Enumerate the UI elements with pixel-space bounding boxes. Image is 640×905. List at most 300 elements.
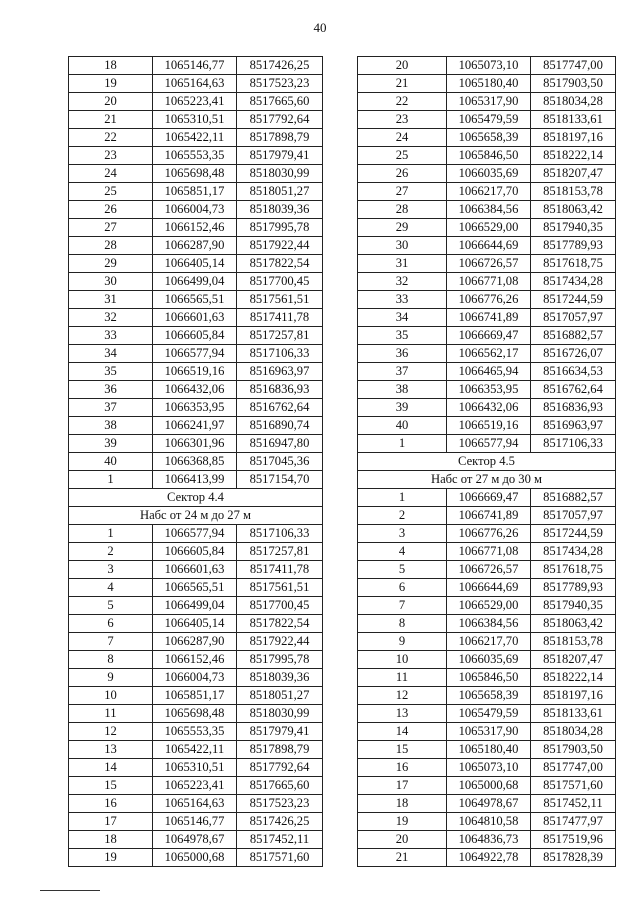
point-number: 25 xyxy=(358,147,447,165)
table-row xyxy=(69,111,323,129)
x-coordinate: 1066353,95 xyxy=(153,399,237,417)
page-number: 40 xyxy=(313,20,327,35)
table-row xyxy=(358,651,616,669)
y-coordinate: 8518197,16 xyxy=(531,687,616,705)
y-coordinate: 8517979,41 xyxy=(237,723,323,741)
table-row xyxy=(69,57,323,75)
x-coordinate: 1066301,96 xyxy=(153,435,237,453)
table-row xyxy=(358,597,616,615)
x-coordinate: 1066465,94 xyxy=(447,363,531,381)
y-coordinate: 8517571,60 xyxy=(237,849,323,867)
point-number: 24 xyxy=(358,129,447,147)
table-row xyxy=(69,561,323,579)
y-coordinate: 8517903,50 xyxy=(531,75,616,93)
point-number: 28 xyxy=(69,237,153,255)
point-number: 20 xyxy=(358,57,447,75)
point-number: 4 xyxy=(358,543,447,561)
y-coordinate: 8517995,78 xyxy=(237,219,323,237)
x-coordinate: 1066004,73 xyxy=(153,201,237,219)
y-coordinate: 8517822,54 xyxy=(237,255,323,273)
x-coordinate: 1066577,94 xyxy=(153,345,237,363)
y-coordinate: 8517922,44 xyxy=(237,237,323,255)
point-number: 38 xyxy=(358,381,447,399)
table-row xyxy=(69,543,323,561)
x-coordinate: 1066605,84 xyxy=(153,327,237,345)
point-number: 11 xyxy=(69,705,153,723)
point-number: 33 xyxy=(69,327,153,345)
table-row xyxy=(358,417,616,435)
table-row xyxy=(358,237,616,255)
y-coordinate: 8517618,75 xyxy=(531,561,616,579)
x-coordinate: 1066217,70 xyxy=(447,183,531,201)
x-coordinate: 1064836,73 xyxy=(447,831,531,849)
x-coordinate: 1064922,78 xyxy=(447,849,531,867)
table-row xyxy=(69,777,323,795)
y-coordinate: 8517257,81 xyxy=(237,327,323,345)
x-coordinate: 1066004,73 xyxy=(153,669,237,687)
y-coordinate: 8516726,07 xyxy=(531,345,616,363)
point-number: 20 xyxy=(69,93,153,111)
x-coordinate: 1066726,57 xyxy=(447,255,531,273)
section-header-row xyxy=(69,489,323,507)
y-coordinate: 8517898,79 xyxy=(237,129,323,147)
point-number: 34 xyxy=(358,309,447,327)
x-coordinate: 1065553,35 xyxy=(153,147,237,165)
y-coordinate: 8517700,45 xyxy=(237,273,323,291)
x-coordinate: 1064978,67 xyxy=(447,795,531,813)
point-number: 35 xyxy=(358,327,447,345)
x-coordinate: 1066432,06 xyxy=(447,399,531,417)
x-coordinate: 1065698,48 xyxy=(153,165,237,183)
table-row xyxy=(69,525,323,543)
y-coordinate: 8518039,36 xyxy=(237,669,323,687)
x-coordinate: 1066644,69 xyxy=(447,579,531,597)
y-coordinate: 8516836,93 xyxy=(531,399,616,417)
section-header-row xyxy=(358,453,616,471)
x-coordinate: 1066577,94 xyxy=(153,525,237,543)
table-row xyxy=(69,309,323,327)
point-number: 18 xyxy=(69,57,153,75)
x-coordinate: 1066353,95 xyxy=(447,381,531,399)
table-row xyxy=(69,453,323,471)
point-number: 4 xyxy=(69,579,153,597)
point-number: 32 xyxy=(69,309,153,327)
table-row xyxy=(69,165,323,183)
point-number: 38 xyxy=(69,417,153,435)
table-row xyxy=(69,399,323,417)
x-coordinate: 1065422,11 xyxy=(153,741,237,759)
x-coordinate: 1065000,68 xyxy=(153,849,237,867)
y-coordinate: 8517561,51 xyxy=(237,579,323,597)
y-coordinate: 8516762,64 xyxy=(237,399,323,417)
point-number: 2 xyxy=(69,543,153,561)
x-coordinate: 1066605,84 xyxy=(153,543,237,561)
y-coordinate: 8517523,23 xyxy=(237,795,323,813)
table-row xyxy=(69,363,323,381)
y-coordinate: 8517426,25 xyxy=(237,813,323,831)
y-coordinate: 8516963,97 xyxy=(237,363,323,381)
point-number: 1 xyxy=(69,525,153,543)
table-row xyxy=(69,471,323,489)
point-number: 40 xyxy=(358,417,447,435)
table-row xyxy=(358,795,616,813)
y-coordinate: 8517792,64 xyxy=(237,759,323,777)
x-coordinate: 1066368,85 xyxy=(153,453,237,471)
point-number: 2 xyxy=(358,507,447,525)
table-row xyxy=(69,849,323,867)
point-number: 18 xyxy=(69,831,153,849)
table-row xyxy=(358,705,616,723)
x-coordinate: 1066413,99 xyxy=(153,471,237,489)
x-coordinate: 1066741,89 xyxy=(447,309,531,327)
table-row xyxy=(69,291,323,309)
y-coordinate: 8517940,35 xyxy=(531,597,616,615)
x-coordinate: 1066771,08 xyxy=(447,543,531,561)
y-coordinate: 8517523,23 xyxy=(237,75,323,93)
point-number: 17 xyxy=(69,813,153,831)
table-row xyxy=(358,669,616,687)
table-row xyxy=(358,741,616,759)
table-row xyxy=(358,435,616,453)
table-row xyxy=(69,255,323,273)
x-coordinate: 1066384,56 xyxy=(447,615,531,633)
table-row xyxy=(358,309,616,327)
section-header-row xyxy=(69,507,323,525)
x-coordinate: 1065310,51 xyxy=(153,759,237,777)
point-number: 14 xyxy=(358,723,447,741)
x-coordinate: 1065479,59 xyxy=(447,111,531,129)
table-row xyxy=(358,165,616,183)
y-coordinate: 8518133,61 xyxy=(531,705,616,723)
y-coordinate: 8517477,97 xyxy=(531,813,616,831)
table-row xyxy=(358,111,616,129)
y-coordinate: 8517995,78 xyxy=(237,651,323,669)
table-row xyxy=(69,219,323,237)
x-coordinate: 1066601,63 xyxy=(153,309,237,327)
x-coordinate: 1066499,04 xyxy=(153,597,237,615)
y-coordinate: 8517106,33 xyxy=(237,345,323,363)
y-coordinate: 8518207,47 xyxy=(531,165,616,183)
table-row xyxy=(69,633,323,651)
point-number: 25 xyxy=(69,183,153,201)
x-coordinate: 1066741,89 xyxy=(447,507,531,525)
y-coordinate: 8518222,14 xyxy=(531,147,616,165)
x-coordinate: 1065164,63 xyxy=(153,795,237,813)
section-header-row xyxy=(358,471,616,489)
point-number: 24 xyxy=(69,165,153,183)
x-coordinate: 1066217,70 xyxy=(447,633,531,651)
x-coordinate: 1065146,77 xyxy=(153,57,237,75)
point-number: 37 xyxy=(69,399,153,417)
point-number: 40 xyxy=(69,453,153,471)
x-coordinate: 1065422,11 xyxy=(153,129,237,147)
y-coordinate: 8517257,81 xyxy=(237,543,323,561)
table-row xyxy=(69,75,323,93)
y-coordinate: 8517045,36 xyxy=(237,453,323,471)
table-row xyxy=(358,813,616,831)
point-number: 19 xyxy=(69,75,153,93)
x-coordinate: 1066565,51 xyxy=(153,291,237,309)
point-number: 1 xyxy=(69,471,153,489)
y-coordinate: 8516890,74 xyxy=(237,417,323,435)
point-number: 16 xyxy=(69,795,153,813)
y-coordinate: 8518153,78 xyxy=(531,183,616,201)
table-row xyxy=(69,93,323,111)
y-coordinate: 8517922,44 xyxy=(237,633,323,651)
x-coordinate: 1065317,90 xyxy=(447,93,531,111)
point-number: 31 xyxy=(69,291,153,309)
y-coordinate: 8517561,51 xyxy=(237,291,323,309)
y-coordinate: 8517789,93 xyxy=(531,579,616,597)
table-row xyxy=(69,327,323,345)
y-coordinate: 8517665,60 xyxy=(237,777,323,795)
section-header: Сектор 4.5 xyxy=(358,453,616,471)
table-row xyxy=(69,273,323,291)
point-number: 20 xyxy=(358,831,447,849)
y-coordinate: 8518063,42 xyxy=(531,615,616,633)
y-coordinate: 8517452,11 xyxy=(531,795,616,813)
x-coordinate: 1065317,90 xyxy=(447,723,531,741)
table-row xyxy=(358,327,616,345)
table-row xyxy=(358,831,616,849)
point-number: 21 xyxy=(358,75,447,93)
point-number: 10 xyxy=(358,651,447,669)
y-coordinate: 8517792,64 xyxy=(237,111,323,129)
point-number: 3 xyxy=(358,525,447,543)
x-coordinate: 1065698,48 xyxy=(153,705,237,723)
table-row xyxy=(69,831,323,849)
point-number: 8 xyxy=(69,651,153,669)
point-number: 13 xyxy=(69,741,153,759)
x-coordinate: 1065851,17 xyxy=(153,687,237,705)
point-number: 30 xyxy=(69,273,153,291)
y-coordinate: 8516882,57 xyxy=(531,489,616,507)
table-row xyxy=(69,795,323,813)
point-number: 21 xyxy=(358,849,447,867)
point-number: 29 xyxy=(358,219,447,237)
point-number: 1 xyxy=(358,435,447,453)
point-number: 16 xyxy=(358,759,447,777)
x-coordinate: 1066562,17 xyxy=(447,345,531,363)
point-number: 12 xyxy=(69,723,153,741)
point-number: 18 xyxy=(358,795,447,813)
y-coordinate: 8517244,59 xyxy=(531,291,616,309)
x-coordinate: 1066432,06 xyxy=(153,381,237,399)
x-coordinate: 1065146,77 xyxy=(153,813,237,831)
x-coordinate: 1066644,69 xyxy=(447,237,531,255)
x-coordinate: 1065851,17 xyxy=(153,183,237,201)
point-number: 39 xyxy=(69,435,153,453)
table-row xyxy=(69,597,323,615)
table-row xyxy=(358,615,616,633)
x-coordinate: 1066565,51 xyxy=(153,579,237,597)
y-coordinate: 8518207,47 xyxy=(531,651,616,669)
x-coordinate: 1066776,26 xyxy=(447,291,531,309)
table-row xyxy=(69,651,323,669)
table-row xyxy=(358,273,616,291)
table-row xyxy=(69,705,323,723)
x-coordinate: 1065180,40 xyxy=(447,75,531,93)
y-coordinate: 8517789,93 xyxy=(531,237,616,255)
table-row xyxy=(358,525,616,543)
point-number: 33 xyxy=(358,291,447,309)
point-number: 21 xyxy=(69,111,153,129)
point-number: 7 xyxy=(69,633,153,651)
coordinates-table-right xyxy=(357,56,616,867)
point-number: 9 xyxy=(69,669,153,687)
table-row xyxy=(358,255,616,273)
x-coordinate: 1066152,46 xyxy=(153,651,237,669)
table-row xyxy=(358,129,616,147)
point-number: 26 xyxy=(69,201,153,219)
point-number: 6 xyxy=(358,579,447,597)
x-coordinate: 1066577,94 xyxy=(447,435,531,453)
table-row xyxy=(358,561,616,579)
x-coordinate: 1064810,58 xyxy=(447,813,531,831)
point-number: 1 xyxy=(358,489,447,507)
point-number: 26 xyxy=(358,165,447,183)
point-number: 8 xyxy=(358,615,447,633)
x-coordinate: 1065846,50 xyxy=(447,669,531,687)
table-row xyxy=(358,183,616,201)
y-coordinate: 8517057,97 xyxy=(531,309,616,327)
table-row xyxy=(69,723,323,741)
table-row xyxy=(358,147,616,165)
y-coordinate: 8517426,25 xyxy=(237,57,323,75)
y-coordinate: 8516634,53 xyxy=(531,363,616,381)
x-coordinate: 1066771,08 xyxy=(447,273,531,291)
table-row xyxy=(69,813,323,831)
x-coordinate: 1065223,41 xyxy=(153,777,237,795)
table-row xyxy=(358,507,616,525)
table-row xyxy=(358,381,616,399)
point-number: 23 xyxy=(358,111,447,129)
y-coordinate: 8517411,78 xyxy=(237,561,323,579)
point-number: 22 xyxy=(69,129,153,147)
y-coordinate: 8518197,16 xyxy=(531,129,616,147)
x-coordinate: 1065846,50 xyxy=(447,147,531,165)
footnote-divider xyxy=(40,890,100,891)
point-number: 19 xyxy=(69,849,153,867)
x-coordinate: 1066035,69 xyxy=(447,651,531,669)
y-coordinate: 8517940,35 xyxy=(531,219,616,237)
y-coordinate: 8517571,60 xyxy=(531,777,616,795)
point-number: 19 xyxy=(358,813,447,831)
y-coordinate: 8517434,28 xyxy=(531,543,616,561)
x-coordinate: 1065073,10 xyxy=(447,759,531,777)
x-coordinate: 1065658,39 xyxy=(447,129,531,147)
y-coordinate: 8517106,33 xyxy=(237,525,323,543)
y-coordinate: 8517665,60 xyxy=(237,93,323,111)
y-coordinate: 8517828,39 xyxy=(531,849,616,867)
y-coordinate: 8517154,70 xyxy=(237,471,323,489)
table-row xyxy=(358,579,616,597)
y-coordinate: 8517452,11 xyxy=(237,831,323,849)
y-coordinate: 8517411,78 xyxy=(237,309,323,327)
x-coordinate: 1066152,46 xyxy=(153,219,237,237)
x-coordinate: 1065658,39 xyxy=(447,687,531,705)
x-coordinate: 1065553,35 xyxy=(153,723,237,741)
x-coordinate: 1066776,26 xyxy=(447,525,531,543)
y-coordinate: 8517903,50 xyxy=(531,741,616,759)
point-number: 36 xyxy=(358,345,447,363)
x-coordinate: 1066529,00 xyxy=(447,219,531,237)
point-number: 35 xyxy=(69,363,153,381)
point-number: 22 xyxy=(358,93,447,111)
point-number: 32 xyxy=(358,273,447,291)
y-coordinate: 8517106,33 xyxy=(531,435,616,453)
point-number: 9 xyxy=(358,633,447,651)
table-row xyxy=(69,759,323,777)
table-row xyxy=(69,417,323,435)
y-coordinate: 8517519,96 xyxy=(531,831,616,849)
x-coordinate: 1066669,47 xyxy=(447,489,531,507)
y-coordinate: 8517057,97 xyxy=(531,507,616,525)
point-number: 15 xyxy=(358,741,447,759)
y-coordinate: 8518034,28 xyxy=(531,93,616,111)
y-coordinate: 8518051,27 xyxy=(237,687,323,705)
x-coordinate: 1066035,69 xyxy=(447,165,531,183)
point-number: 10 xyxy=(69,687,153,705)
x-coordinate: 1066405,14 xyxy=(153,255,237,273)
y-coordinate: 8517618,75 xyxy=(531,255,616,273)
table-row xyxy=(358,489,616,507)
table-row xyxy=(69,615,323,633)
y-coordinate: 8518039,36 xyxy=(237,201,323,219)
table-row xyxy=(358,687,616,705)
point-number: 28 xyxy=(358,201,447,219)
table-row xyxy=(69,345,323,363)
point-number: 39 xyxy=(358,399,447,417)
section-header: Набс от 24 м до 27 м xyxy=(69,507,323,525)
table-row xyxy=(358,345,616,363)
point-number: 17 xyxy=(358,777,447,795)
x-coordinate: 1065000,68 xyxy=(447,777,531,795)
section-header: Сектор 4.4 xyxy=(69,489,323,507)
y-coordinate: 8516963,97 xyxy=(531,417,616,435)
point-number: 23 xyxy=(69,147,153,165)
point-number: 30 xyxy=(358,237,447,255)
coordinates-table-left xyxy=(68,56,323,867)
point-number: 31 xyxy=(358,255,447,273)
y-coordinate: 8516762,64 xyxy=(531,381,616,399)
point-number: 11 xyxy=(358,669,447,687)
table-row xyxy=(358,201,616,219)
y-coordinate: 8518051,27 xyxy=(237,183,323,201)
point-number: 3 xyxy=(69,561,153,579)
table-row xyxy=(358,75,616,93)
x-coordinate: 1066519,16 xyxy=(153,363,237,381)
point-number: 6 xyxy=(69,615,153,633)
table-row xyxy=(358,57,616,75)
table-row xyxy=(358,759,616,777)
table-row xyxy=(69,147,323,165)
y-coordinate: 8517747,00 xyxy=(531,759,616,777)
x-coordinate: 1065479,59 xyxy=(447,705,531,723)
y-coordinate: 8517700,45 xyxy=(237,597,323,615)
table-row xyxy=(358,723,616,741)
y-coordinate: 8517979,41 xyxy=(237,147,323,165)
table-row xyxy=(69,741,323,759)
x-coordinate: 1066601,63 xyxy=(153,561,237,579)
table-row xyxy=(69,669,323,687)
y-coordinate: 8518133,61 xyxy=(531,111,616,129)
y-coordinate: 8517244,59 xyxy=(531,525,616,543)
table-row xyxy=(69,381,323,399)
point-number: 12 xyxy=(358,687,447,705)
table-row xyxy=(358,543,616,561)
section-header: Набс от 27 м до 30 м xyxy=(358,471,616,489)
